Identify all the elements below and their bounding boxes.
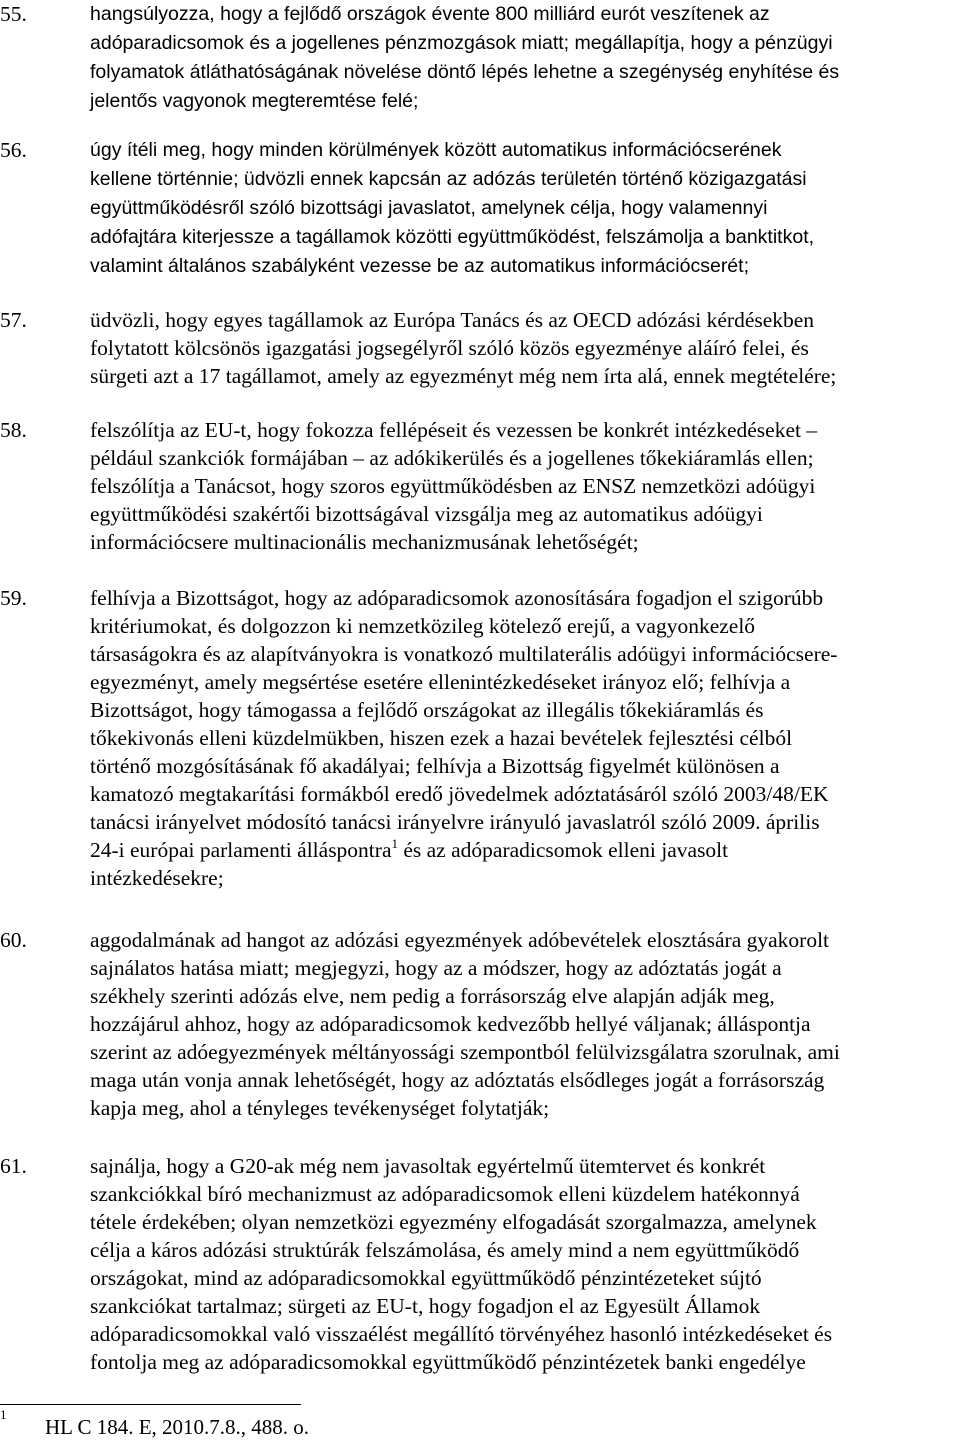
paragraph-line: hangsúlyozza, hogy a fejlődő országok évente 800 milliárd eurót veszítenek az [90, 3, 770, 25]
paragraph-line: hozzájárul ahhoz, hogy az adóparadicsomok kedvezőbb hellyé váljanak; álláspontja [90, 1012, 811, 1036]
paragraph-line: országokat, mind az adóparadicsomokkal együttműködő pénzintézeteket sújtó [90, 1266, 762, 1290]
paragraph-line: intézkedésekre; [90, 866, 224, 890]
paragraph-line: Bizottságot, hogy támogassa a fejlődő országokat az illegális tőkekiáramlás és [90, 698, 764, 722]
paragraph-line: tőkekivonás elleni küzdelmükben, hiszen ezek a hazai bevételek fejlesztési célból [90, 726, 793, 750]
paragraph-line-text: 24-i európai parlamenti álláspontra [90, 838, 392, 862]
paragraph-line: kamatozó megtakarítási formákból eredő jövedelmek adóztatásáról szóló 2003/48/EK [90, 782, 829, 806]
paragraph-number: 60. [0, 928, 27, 952]
paragraph-line: történő mozgósításának fő akadályai; felhívja a Bizottság figyelmét különösen a [90, 754, 780, 778]
paragraph-line: sajnálatos hatása miatt; megjegyzi, hogy az a módszer, hogy az adóztatás jogát a [90, 956, 782, 980]
paragraph-line-with-footnote [90, 836, 728, 864]
paragraph-line: jelentős vagyonok megteremtése felé; [90, 90, 419, 112]
paragraph-line: szankciókkal bíró mechanizmust az adóparadicsomok elleni küzdelem hatékonnyá [90, 1182, 800, 1206]
paragraph-line: szerint az adóegyezmények méltányossági szempontból felülvizsgálatra szorulnak, ami [90, 1040, 840, 1064]
paragraph-line: felhívja a Bizottságot, hogy az adóparadicsomok azonosítására fogadjon el szigorúbb [90, 586, 824, 610]
paragraph-line: folyamatok átláthatóságának növelése döntő lépés lehetne a szegénység enyhítése és [90, 61, 840, 83]
paragraph-line-text: és az adóparadicsomok elleni javasolt [397, 838, 729, 862]
paragraph-line: folytatott kölcsönös igazgatási jogsegélyről szóló közös egyezménye aláíró felei, és [90, 336, 809, 360]
footnote-mark: 1 [0, 1407, 7, 1422]
paragraph-line: sajnálja, hogy a G20-ak még nem javasoltak egyértelmű ütemtervet és konkrét [90, 1154, 766, 1178]
paragraph-line: kellene történnie; üdvözli ennek kapcsán az adózás területén történő közigazgatási [90, 168, 807, 190]
footnote-text: HL C 184. E, 2010.7.8., 488. o. [45, 1415, 310, 1439]
paragraph-line: tanácsi irányelvet módosító tanácsi irányelvre irányuló javaslatról szóló 2009. április [90, 810, 820, 834]
paragraph-line: sürgeti azt a 17 tagállamot, amely az egyezményt még nem írta alá, ennek megtételére; [90, 364, 837, 388]
paragraph-line: tétele érdekében; olyan nemzetközi egyezmény elfogadását szorgalmazza, amelynek [90, 1210, 817, 1234]
paragraph-line: székhely szerinti adózás elve, nem pedig a forrásország elve alapján adják meg, [90, 984, 775, 1008]
paragraph-line: felszólítja az EU-t, hogy fokozza fellépéseit és vezessen be konkrét intézkedéseket – [90, 418, 818, 442]
paragraph-line: célja a káros adózási struktúrák felszámolása, és amely mind a nem együttműködő [90, 1238, 800, 1262]
paragraph-line: fontolja meg az adóparadicsomokkal együttműködő pénzintézetek banki engedélye [90, 1350, 806, 1374]
footnote-separator [0, 1404, 301, 1405]
paragraph-number: 58. [0, 418, 27, 442]
paragraph-line: egyezményt, amely megsértése esetére ellenintézkedéseket irányoz elő; felhívja a [90, 670, 791, 694]
paragraph-line: maga után vonja annak lehetőségét, hogy az adóztatás elsődleges jogát a forrásország [90, 1068, 825, 1092]
paragraph-number: 57. [0, 308, 27, 332]
paragraph-line: úgy ítéli meg, hogy minden körülmények között automatikus információcserének [90, 139, 782, 161]
paragraph-line: kritériumokat, és dolgozzon ki nemzetközileg kötelező erejű, a vagyonkezelő [90, 614, 756, 638]
paragraph-line: szankciókat tartalmaz; sürgeti az EU-t, hogy fogadjon el az Egyesült Államok [90, 1294, 761, 1318]
paragraph-line: együttműködésről szóló bizottsági javaslatot, amelynek célja, hogy valamennyi [90, 197, 768, 219]
paragraph-line: együttműködési szakértői bizottságával vizsgálja meg az automatikus adóügyi [90, 502, 763, 526]
paragraph-line: üdvözli, hogy egyes tagállamok az Európa Tanács és az OECD adózási kérdésekben [90, 308, 815, 332]
paragraph-line: információcsere multinacionális mechanizmusának lehetőségét; [90, 530, 639, 554]
paragraph-line: aggodalmának ad hangot az adózási egyezmények adóbevételek elosztására gyakorolt [90, 928, 830, 952]
paragraph-line: adóparadicsomokkal való visszaélést megállító törvényéhez hasonló intézkedéseket és [90, 1322, 833, 1346]
paragraph-line: például szankciók formájában – az adókikerülés és a jogellenes tőkekiáramlás ellen; [90, 446, 814, 470]
footnote-reference: 1 [391, 836, 398, 851]
paragraph-line: valamint általános szabályként vezesse be az automatikus információcserét; [90, 255, 749, 277]
paragraph-line: adófajtára kiterjessze a tagállamok közötti együttműködést, felszámolja a banktitkot, [90, 226, 815, 248]
paragraph-line: társaságokra és az alapítványokra is vonatkozó multilaterális adóügyi információcsere- [90, 642, 838, 666]
paragraph-number: 55. [0, 2, 27, 26]
paragraph-line: felszólítja a Tanácsot, hogy szoros együttműködésben az ENSZ nemzetközi adóügyi [90, 474, 816, 498]
paragraph-line: kapja meg, ahol a tényleges tevékenységet folytatják; [90, 1096, 550, 1120]
paragraph-number: 56. [0, 138, 27, 162]
paragraph-number: 61. [0, 1154, 27, 1178]
paragraph-line: adóparadicsomok és a jogellenes pénzmozgások miatt; megállapítja, hogy a pénzügyi [90, 32, 833, 54]
paragraph-number: 59. [0, 586, 27, 610]
